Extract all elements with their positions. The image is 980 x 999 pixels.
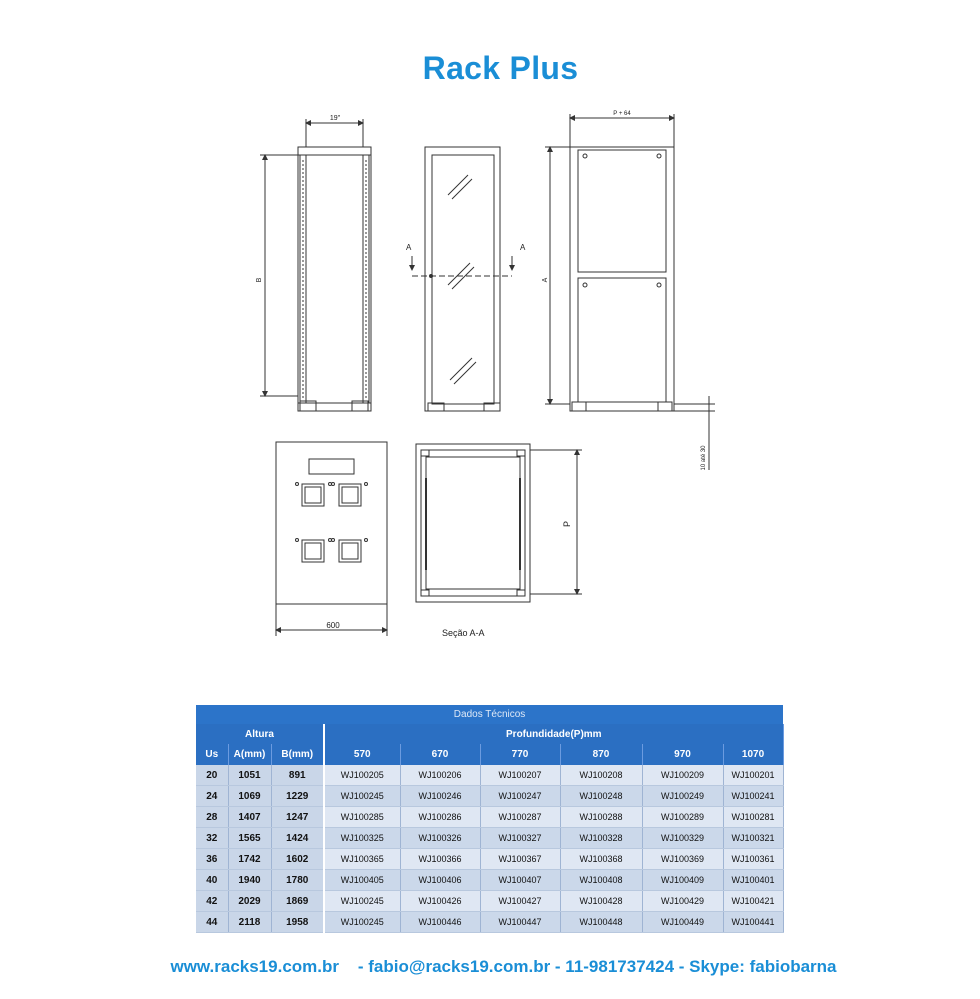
table-cell: 44 xyxy=(196,912,228,933)
table-row xyxy=(196,849,783,870)
table-cell: 1424 xyxy=(271,828,324,849)
table-row xyxy=(196,765,783,786)
table-cell: WJ100245 xyxy=(324,891,400,912)
table-row xyxy=(196,828,783,849)
table-cell: WJ100326 xyxy=(400,828,480,849)
table-cell: 1780 xyxy=(271,870,324,891)
column-header: B(mm) xyxy=(271,744,324,765)
table-cell: WJ100241 xyxy=(723,786,783,807)
section-aa-drawing xyxy=(416,444,582,602)
table-cell: WJ100429 xyxy=(642,891,723,912)
table-cell: 32 xyxy=(196,828,228,849)
table-cell: WJ100329 xyxy=(642,828,723,849)
section-marker-left: A xyxy=(406,243,412,252)
column-header: A(mm) xyxy=(228,744,271,765)
table-cell: 1602 xyxy=(271,849,324,870)
table-cell: WJ100406 xyxy=(400,870,480,891)
table-cell: 20 xyxy=(196,765,228,786)
table-cell: WJ100405 xyxy=(324,870,400,891)
table-cell: WJ100447 xyxy=(480,912,560,933)
table-cell: WJ100327 xyxy=(480,828,560,849)
page-title: Rack Plus xyxy=(422,50,579,86)
technical-data-table xyxy=(196,705,784,933)
column-header: 670 xyxy=(400,744,480,765)
table-cell: WJ100367 xyxy=(480,849,560,870)
group-profundidade-header: Profundidade(P)mm xyxy=(324,724,783,744)
column-header: 970 xyxy=(642,744,723,765)
height-a-label: A xyxy=(542,277,549,283)
table-cell: WJ100207 xyxy=(480,765,560,786)
table-cell: WJ100427 xyxy=(480,891,560,912)
foot-range-label: 10 até 30 xyxy=(701,445,707,471)
table-cell: WJ100365 xyxy=(324,849,400,870)
section-caption: Seção A-A xyxy=(442,628,485,638)
table-cell: WJ100205 xyxy=(324,765,400,786)
width-label: 19" xyxy=(329,115,341,122)
table-cell: WJ100285 xyxy=(324,807,400,828)
table-cell: WJ100325 xyxy=(324,828,400,849)
table-cell: WJ100287 xyxy=(480,807,560,828)
table-row xyxy=(196,891,783,912)
table-cell: 40 xyxy=(196,870,228,891)
base-width-label: 600 xyxy=(326,621,340,630)
table-cell: WJ100368 xyxy=(560,849,642,870)
side-view-drawing xyxy=(260,119,371,411)
table-cell: WJ100289 xyxy=(642,807,723,828)
table-cell: 42 xyxy=(196,891,228,912)
depth-p-label: P xyxy=(562,520,572,528)
table-cell: WJ100201 xyxy=(723,765,783,786)
table-row xyxy=(196,912,783,933)
table-cell: WJ100448 xyxy=(560,912,642,933)
table-title: Dados Técnicos xyxy=(196,705,783,724)
table-cell: 24 xyxy=(196,786,228,807)
table-cell: 1051 xyxy=(228,765,271,786)
table-cell: 2118 xyxy=(228,912,271,933)
table-cell: 1940 xyxy=(228,870,271,891)
table-cell: 28 xyxy=(196,807,228,828)
table-cell: WJ100209 xyxy=(642,765,723,786)
table-cell: WJ100245 xyxy=(324,912,400,933)
table-row xyxy=(196,807,783,828)
table-cell: WJ100449 xyxy=(642,912,723,933)
table-cell: WJ100441 xyxy=(723,912,783,933)
depth-plus-label: P + 64 xyxy=(613,111,631,117)
height-b-label: B xyxy=(256,277,263,283)
table-cell: 1958 xyxy=(271,912,324,933)
table-cell: WJ100249 xyxy=(642,786,723,807)
table-cell: WJ100321 xyxy=(723,828,783,849)
table-cell: 1247 xyxy=(271,807,324,828)
table-cell: WJ100401 xyxy=(723,870,783,891)
table-cell: 1869 xyxy=(271,891,324,912)
table-cell: 891 xyxy=(271,765,324,786)
table-cell: WJ100245 xyxy=(324,786,400,807)
contact-footer: www.racks19.com.br - fabio@racks19.com.br - 11-981737424 - Skype: fabiobarna xyxy=(170,957,837,976)
table-cell: WJ100446 xyxy=(400,912,480,933)
table-cell: 2029 xyxy=(228,891,271,912)
table-cell: 1069 xyxy=(228,786,271,807)
column-header: 870 xyxy=(560,744,642,765)
table-cell: 1229 xyxy=(271,786,324,807)
rear-view-drawing xyxy=(545,114,715,470)
group-altura-header: Altura xyxy=(196,724,324,744)
table-row xyxy=(196,870,783,891)
column-header: 1070 xyxy=(723,744,783,765)
table-cell: WJ100361 xyxy=(723,849,783,870)
table-cell: WJ100247 xyxy=(480,786,560,807)
column-header: 770 xyxy=(480,744,560,765)
table-cell: WJ100281 xyxy=(723,807,783,828)
table-cell: WJ100246 xyxy=(400,786,480,807)
table-cell: WJ100206 xyxy=(400,765,480,786)
table-cell: WJ100409 xyxy=(642,870,723,891)
table-cell: 1407 xyxy=(228,807,271,828)
table-cell: WJ100408 xyxy=(560,870,642,891)
table-cell: WJ100426 xyxy=(400,891,480,912)
table-cell: WJ100208 xyxy=(560,765,642,786)
column-header-row xyxy=(196,744,783,765)
table-cell: WJ100421 xyxy=(723,891,783,912)
table-cell: WJ100369 xyxy=(642,849,723,870)
table-cell: 1565 xyxy=(228,828,271,849)
column-header: 570 xyxy=(324,744,400,765)
table-cell: WJ100328 xyxy=(560,828,642,849)
table-cell: 1742 xyxy=(228,849,271,870)
table-cell: WJ100248 xyxy=(560,786,642,807)
table-cell: WJ100428 xyxy=(560,891,642,912)
table-row xyxy=(196,786,783,807)
column-header: Us xyxy=(196,744,228,765)
top-view-drawing xyxy=(276,442,387,636)
table-cell: WJ100288 xyxy=(560,807,642,828)
table-cell: WJ100366 xyxy=(400,849,480,870)
front-view-drawing xyxy=(412,147,512,411)
table-cell: 36 xyxy=(196,849,228,870)
section-marker-right: A xyxy=(520,243,526,252)
table-cell: WJ100286 xyxy=(400,807,480,828)
table-cell: WJ100407 xyxy=(480,870,560,891)
